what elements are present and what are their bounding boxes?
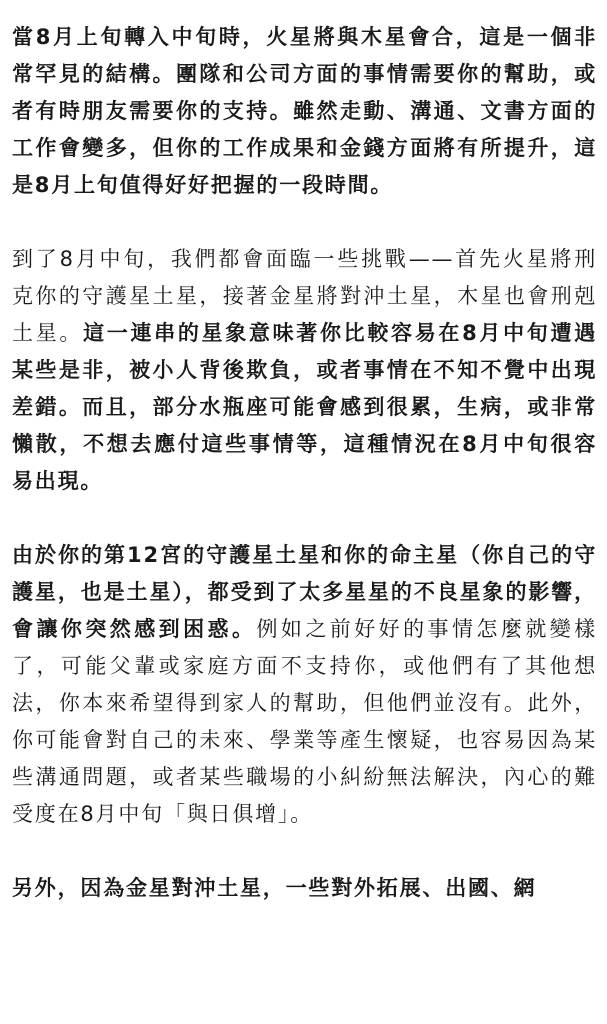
paragraph-3-text-regular: 例如之前好好的事情怎麼就變樣了，可能父輩或家庭方面不支持你，或他們有了其他想法，你本來希望得到家人的幫助，但他們並沒有。此外，你可能會對自己的未來、學業等產生懷疑，也容易因為某些溝通問題，或者某些職場的小糾紛無法解決，內心的難受度在8月中旬「與日俱增」。 xyxy=(12,617,597,826)
paragraph-4 xyxy=(12,870,597,907)
paragraph-1 xyxy=(12,19,597,204)
paragraph-1-text: 當8月上旬轉入中旬時，火星將與木星會合，這是一個非常罕見的結構。團隊和公司方面的事情需要你的幫助，或者有時朋友需要你的支持。雖然走動、溝通、文書方面的工作會變多，但你的工作成果和金錢方面將有所提升，這是8月上旬值得好好把握的一段時間。 xyxy=(12,25,597,197)
paragraph-2-text-bold: 這一連串的星象意味著你比較容易在8月中旬遭遇某些是非，被小人背後欺負，或者事情在不知不覺中出現差錯。而且，部分水瓶座可能會感到很累，生病，或非常懶散，不想去應付這些事情等，這種情況在8月中旬很容易出現。 xyxy=(12,321,597,493)
paragraph-4-text: 另外，因為金星對沖土星，一些對外拓展、出國、網 xyxy=(12,876,537,900)
paragraph-2 xyxy=(12,241,597,500)
paragraph-3-text-bold: 由於你的第12宮的守護星土星和你的命主星（你自己的守護星，也是土星），都受到了太多星星的不良星象的影響，會讓你突然感到困惑。 xyxy=(12,543,597,641)
article-body xyxy=(12,19,597,944)
paragraph-2-text-regular: 到了8月中旬，我們都會面臨一些挑戰——首先火星將刑克你的守護星土星，接著金星將對沖土星，木星也會刑剋土星。 xyxy=(12,247,597,345)
paragraph-3 xyxy=(12,537,597,833)
